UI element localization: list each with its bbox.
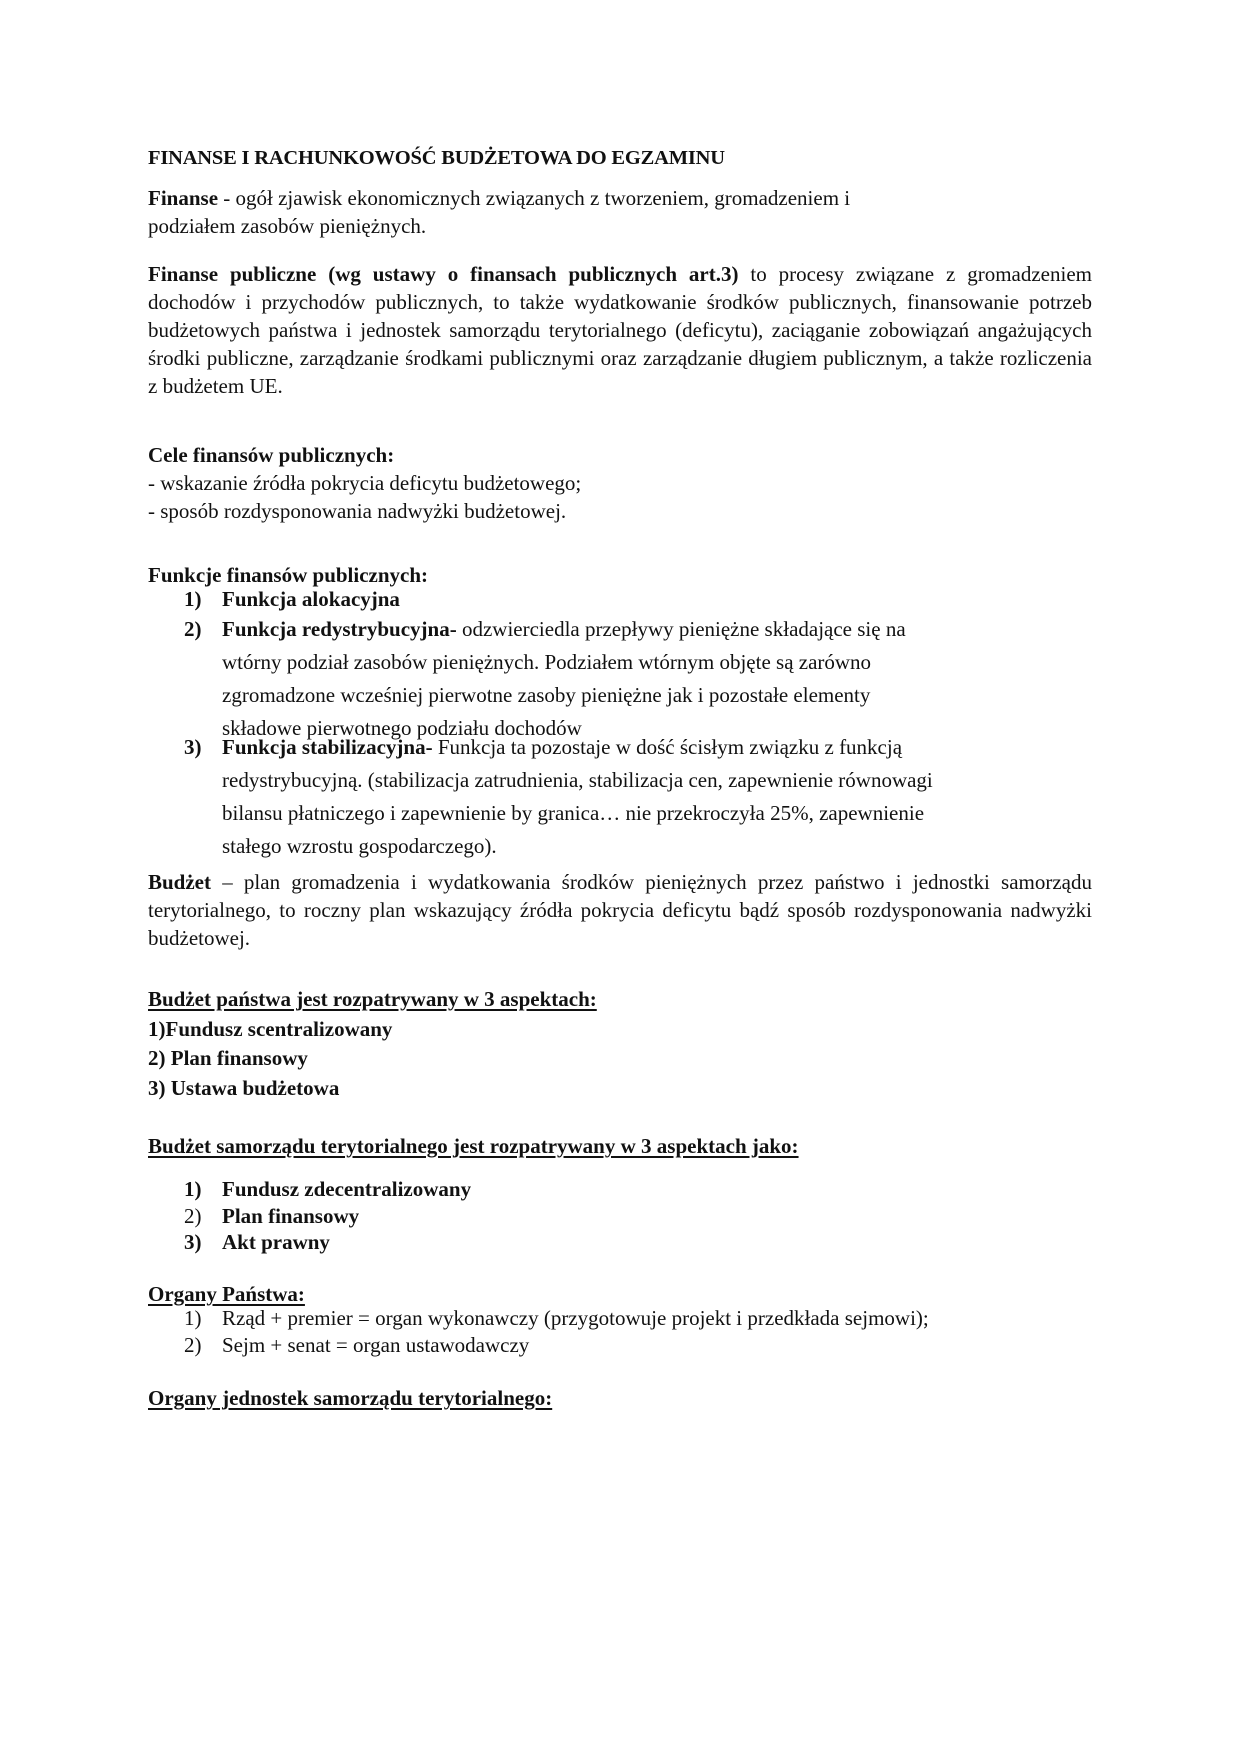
organy-panstwa-item: 2) Sejm + senat = organ ustawodawczy xyxy=(184,1332,530,1357)
budzet-definition: Budżet – plan gromadzenia i wydatkowania środków pieniężnych przez państwo i jednostki samorządu terytorialnego, to roczny plan wskazujący źródła pokrycia deficytu bądź sposób rozdysponowania nadwyżki budżetowej. xyxy=(148,870,1092,950)
organy-panstwa-item: 1) Rząd + premier = organ wykonawczy (przygotowuje projekt i przedkłada sejmowi); xyxy=(184,1306,929,1330)
budzet-panstwa-item: 3) Ustawa budżetowa xyxy=(148,1075,340,1100)
funkcje-item: 3) Funkcja stabilizacyjna- Funkcja ta pozostaje w dość ścisłym związku z funkcją redystrybucyjną. (stabilizacja zatrudnienia, stabilizacja cen, zapewnienie równowagi bilansu płatniczego i zapewnienie by granica… nie przekroczyła 25%, zapewnienie stałego wzrostu gospodarczego). xyxy=(184,735,933,858)
cele-section xyxy=(148,441,1092,525)
finanse-publiczne-definition: Finanse publiczne (wg ustawy o finansach publicznych art.3) to procesy związane z gromadzeniem dochodów i przychodów publicznych, to także wydatkowanie środków publicznych, finansowanie potrzeb budżetowych państwa i jednostek samorządu terytorialnego (deficytu), zaciąganie zobowiązań angażujących środki publiczne, zarządzanie środkami publicznymi oraz zarządzanie długiem publicznym, a także rozliczenia z budżetem UE. xyxy=(148,262,1092,398)
budzet-panstwa-heading: Budżet państwa jest rozpatrywany w 3 aspektach: xyxy=(148,987,597,1011)
funkcje-list-2 xyxy=(148,613,1092,745)
funkcje-item: 1) Funkcja alokacyjna xyxy=(184,587,400,611)
finanse-term: Finanse xyxy=(148,186,219,210)
organy-panstwa-section xyxy=(148,1280,1092,1308)
budzet-jst-heading: Budżet samorządu terytorialnego jest rozpatrywany w 3 aspektach jako: xyxy=(148,1134,799,1158)
budzet-panstwa-section xyxy=(148,985,1092,1103)
budzet-jst-item: 1) Fundusz zdecentralizowany xyxy=(184,1177,472,1201)
budzet-jst-section xyxy=(148,1132,1092,1161)
cele-item: - sposób rozdysponowania nadwyżki budżetowej. xyxy=(148,499,567,523)
funkcje-list xyxy=(148,584,1092,614)
budzet-jst-item: 3) Akt prawny xyxy=(184,1230,330,1254)
finanse-definition: Finanse - ogół zjawisk ekonomicznych związanych z tworzeniem, gromadzeniem i podziałem zasobów pieniężnych. xyxy=(148,186,851,238)
funkcje-item: 2) Funkcja redystrybucyjna- odzwierciedla przepływy pieniężne składające się na wtórny podział zasobów pieniężnych. Podziałem wtórnym objęte są zarówno zgromadzone wcześniej pierwotne zasoby pieniężne jak i pozostałe elementy składowe pierwotnego podziału dochodów xyxy=(184,617,906,740)
cele-item: - wskazanie źródła pokrycia deficytu budżetowego; xyxy=(148,471,582,495)
cele-heading: Cele finansów publicznych: xyxy=(148,443,395,467)
document-title: FINANSE I RACHUNKOWOŚĆ BUDŻETOWA DO EGZAMINU xyxy=(148,147,725,169)
finanse-publiczne-term: Finanse publiczne (wg ustawy o finansach publicznych art.3) xyxy=(148,262,739,286)
budzet-jst-item: 2) Plan finansowy xyxy=(184,1203,360,1228)
budzet-panstwa-item: 1)Fundusz scentralizowany xyxy=(148,1016,393,1041)
organy-panstwa-list xyxy=(148,1305,1092,1358)
funkcje-list-3 xyxy=(148,731,1092,863)
funkcje-heading: Funkcje finansów publicznych: xyxy=(148,563,429,587)
budzet-jst-list xyxy=(148,1176,1092,1256)
organy-jst-heading: Organy jednostek samorządu terytorialnego: xyxy=(148,1386,553,1410)
budzet-panstwa-item: 2) Plan finansowy xyxy=(148,1046,308,1070)
organy-panstwa-heading: Organy Państwa: xyxy=(148,1282,305,1306)
budzet-term: Budżet xyxy=(148,870,211,894)
organy-jst-section xyxy=(148,1384,1092,1412)
